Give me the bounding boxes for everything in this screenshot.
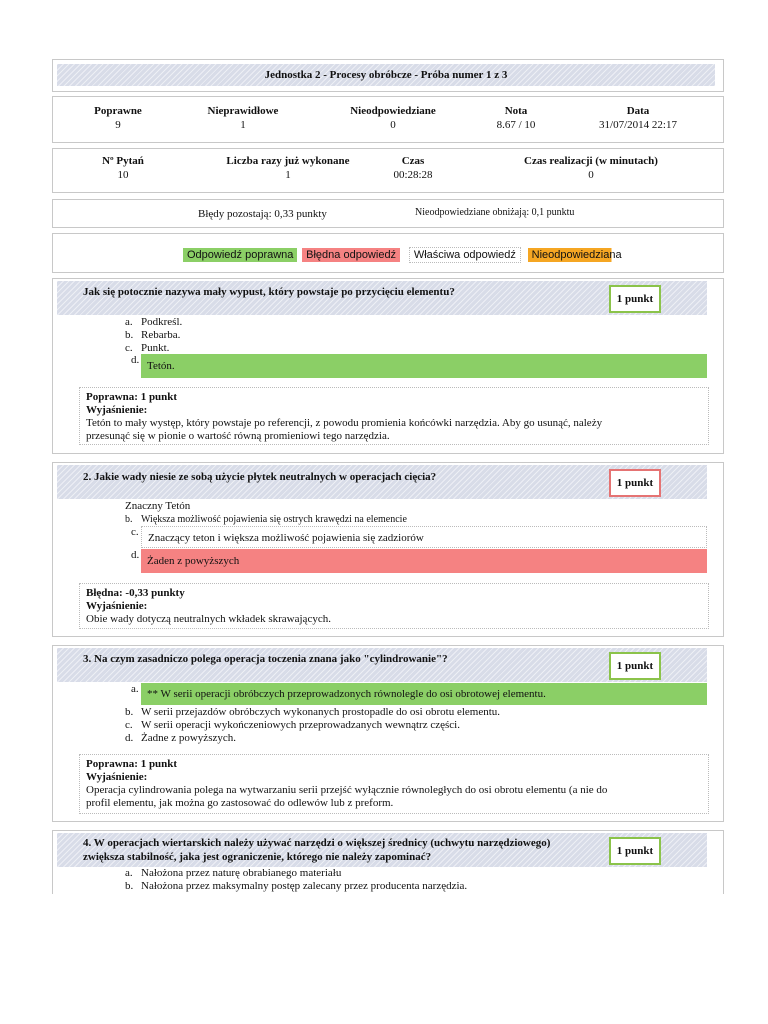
legend-right-answer: Właściwa odpowiedź — [409, 247, 521, 263]
points-badge: 1 punkt — [609, 837, 661, 865]
question-text: 4. W operacjach wiertarskich należy używać narzędzi o większej średnicy (uchwytu narzędziowego) zwiększa stabilność, jaka jest ograniczenie, którego nie należy zapominać? — [83, 837, 551, 863]
penalties-panel — [52, 199, 724, 228]
option-b[interactable]: b. Nałożona przez maksymalny postęp zalecany przez producenta narzędzia. — [125, 880, 468, 892]
stats-panel-1 — [52, 96, 724, 143]
explanation-label: Wyjaśnienie: — [86, 771, 148, 783]
explanation-text-1: Tetón to mały występ, który powstaje po referencji, z powodu promienia końcówki narzędzia. Aby go usunąć, należy — [86, 417, 603, 429]
penalty-wrong: Błędy pozostają: 0,33 punkty — [198, 208, 327, 220]
option-b[interactable]: b. Większa możliwość pojawienia się ostrych krawędzi na elemencie — [125, 514, 407, 525]
legend-correct: Odpowiedź poprawna — [183, 248, 297, 262]
explanation-box — [79, 387, 709, 445]
stat-grade: Nota 8.67 / 10 — [496, 105, 536, 131]
points-badge: 1 punkt — [609, 285, 661, 313]
explanation-label: Wyjaśnienie: — [86, 600, 148, 612]
header-panel — [52, 59, 724, 92]
legend-wrong: Błędna odpowiedź — [302, 248, 400, 262]
explanation-text-2: przesunąć się w pionie o wartość równą promieniowi tego narzędzia. — [86, 430, 390, 442]
question-card-1 — [52, 278, 724, 454]
option-a[interactable]: a. Podkreśl. — [125, 316, 183, 328]
option-c[interactable]: c. W serii operacji wykończeniowych przeprowadzanych wewnątrz części. — [125, 719, 460, 731]
explanation-text-2: profil elementu, jak można go zastosować do odlewów lub z preform. — [86, 797, 394, 809]
option-c[interactable]: c. Punkt. — [125, 342, 170, 354]
question-text: 3. Na czym zasadniczo polega operacja toczenia znana jako "cylindrowanie"? — [83, 653, 448, 665]
explanation-box — [79, 754, 709, 814]
question-card-4 — [52, 830, 724, 894]
question-text: Jak się potocznie nazywa mały wypust, który powstaje po przycięciu elementu? — [83, 286, 455, 298]
option-c-letter: c. — [131, 526, 139, 538]
points-badge: 1 punkt — [609, 469, 661, 497]
option-a[interactable]: Znaczny Tetón — [125, 500, 191, 512]
stat-attempts: Liczba razy już wykonane 1 — [226, 155, 350, 181]
page-title: Jednostka 2 - Procesy obróbcze - Próba numer 1 z 3 — [57, 64, 715, 86]
stats-panel-2 — [52, 148, 724, 193]
stat-date: Data 31/07/2014 22:17 — [599, 105, 677, 131]
option-d-letter: d. — [131, 354, 140, 366]
stat-unanswered: Nieodpowiedziane 0 — [350, 105, 436, 131]
result-label: Poprawna: 1 punkt — [86, 758, 178, 770]
explanation-text-1: Obie wady dotyczą neutralnych wkładek skrawających. — [86, 613, 331, 625]
stat-duration: Czas realizacji (w minutach) 0 — [524, 155, 658, 181]
legend-unanswered: Nieodpowiedziana — [528, 248, 626, 262]
result-label: Poprawna: 1 punkt — [86, 391, 178, 403]
option-d-letter: d. — [131, 549, 140, 561]
points-badge: 1 punkt — [609, 652, 661, 680]
option-d[interactable]: Tetón. — [141, 354, 707, 378]
legend-panel — [52, 233, 724, 273]
question-text: 2. Jakie wady niesie ze sobą użycie płytek neutralnych w operacjach cięcia? — [83, 471, 437, 483]
question-card-2 — [52, 462, 724, 637]
option-d[interactable]: Żaden z powyższych — [141, 549, 707, 573]
explanation-label: Wyjaśnienie: — [86, 404, 148, 416]
stat-incorrect: Nieprawidłowe 1 — [207, 105, 279, 131]
option-a[interactable]: ** W serii operacji obróbczych przeprowadzonych równolegle do osi obrotowej elementu. — [141, 683, 707, 705]
result-label: Błędna: -0,33 punkty — [86, 587, 185, 599]
option-b[interactable]: b. W serii przejazdów obróbczych wykonanych prostopadle do osi obrotu elementu. — [125, 706, 501, 718]
option-a-letter: a. — [131, 683, 139, 695]
stat-question-count: Nº Pytań 10 — [102, 155, 144, 181]
stat-time: Czas 00:28:28 — [393, 155, 433, 181]
penalty-unanswered: Nieodpowiedziane obniżają: 0,1 punktu — [415, 207, 575, 218]
explanation-box — [79, 583, 709, 629]
explanation-text-1: Operacja cylindrowania polega na wytwarzaniu serii przejść wyłącznie równoległych do osi obrotu elementu (a nie do — [86, 784, 608, 796]
question-card-3 — [52, 645, 724, 822]
option-d[interactable]: d. Żadne z powyższych. — [125, 732, 236, 744]
option-c[interactable]: Znaczący teton i większa możliwość pojawienia się zadziorów — [141, 526, 707, 548]
option-a[interactable]: a. Nałożona przez naturę obrabianego materiału — [125, 867, 342, 879]
option-b[interactable]: b. Rebarba. — [125, 329, 181, 341]
stat-correct: Poprawne 9 — [94, 105, 142, 131]
